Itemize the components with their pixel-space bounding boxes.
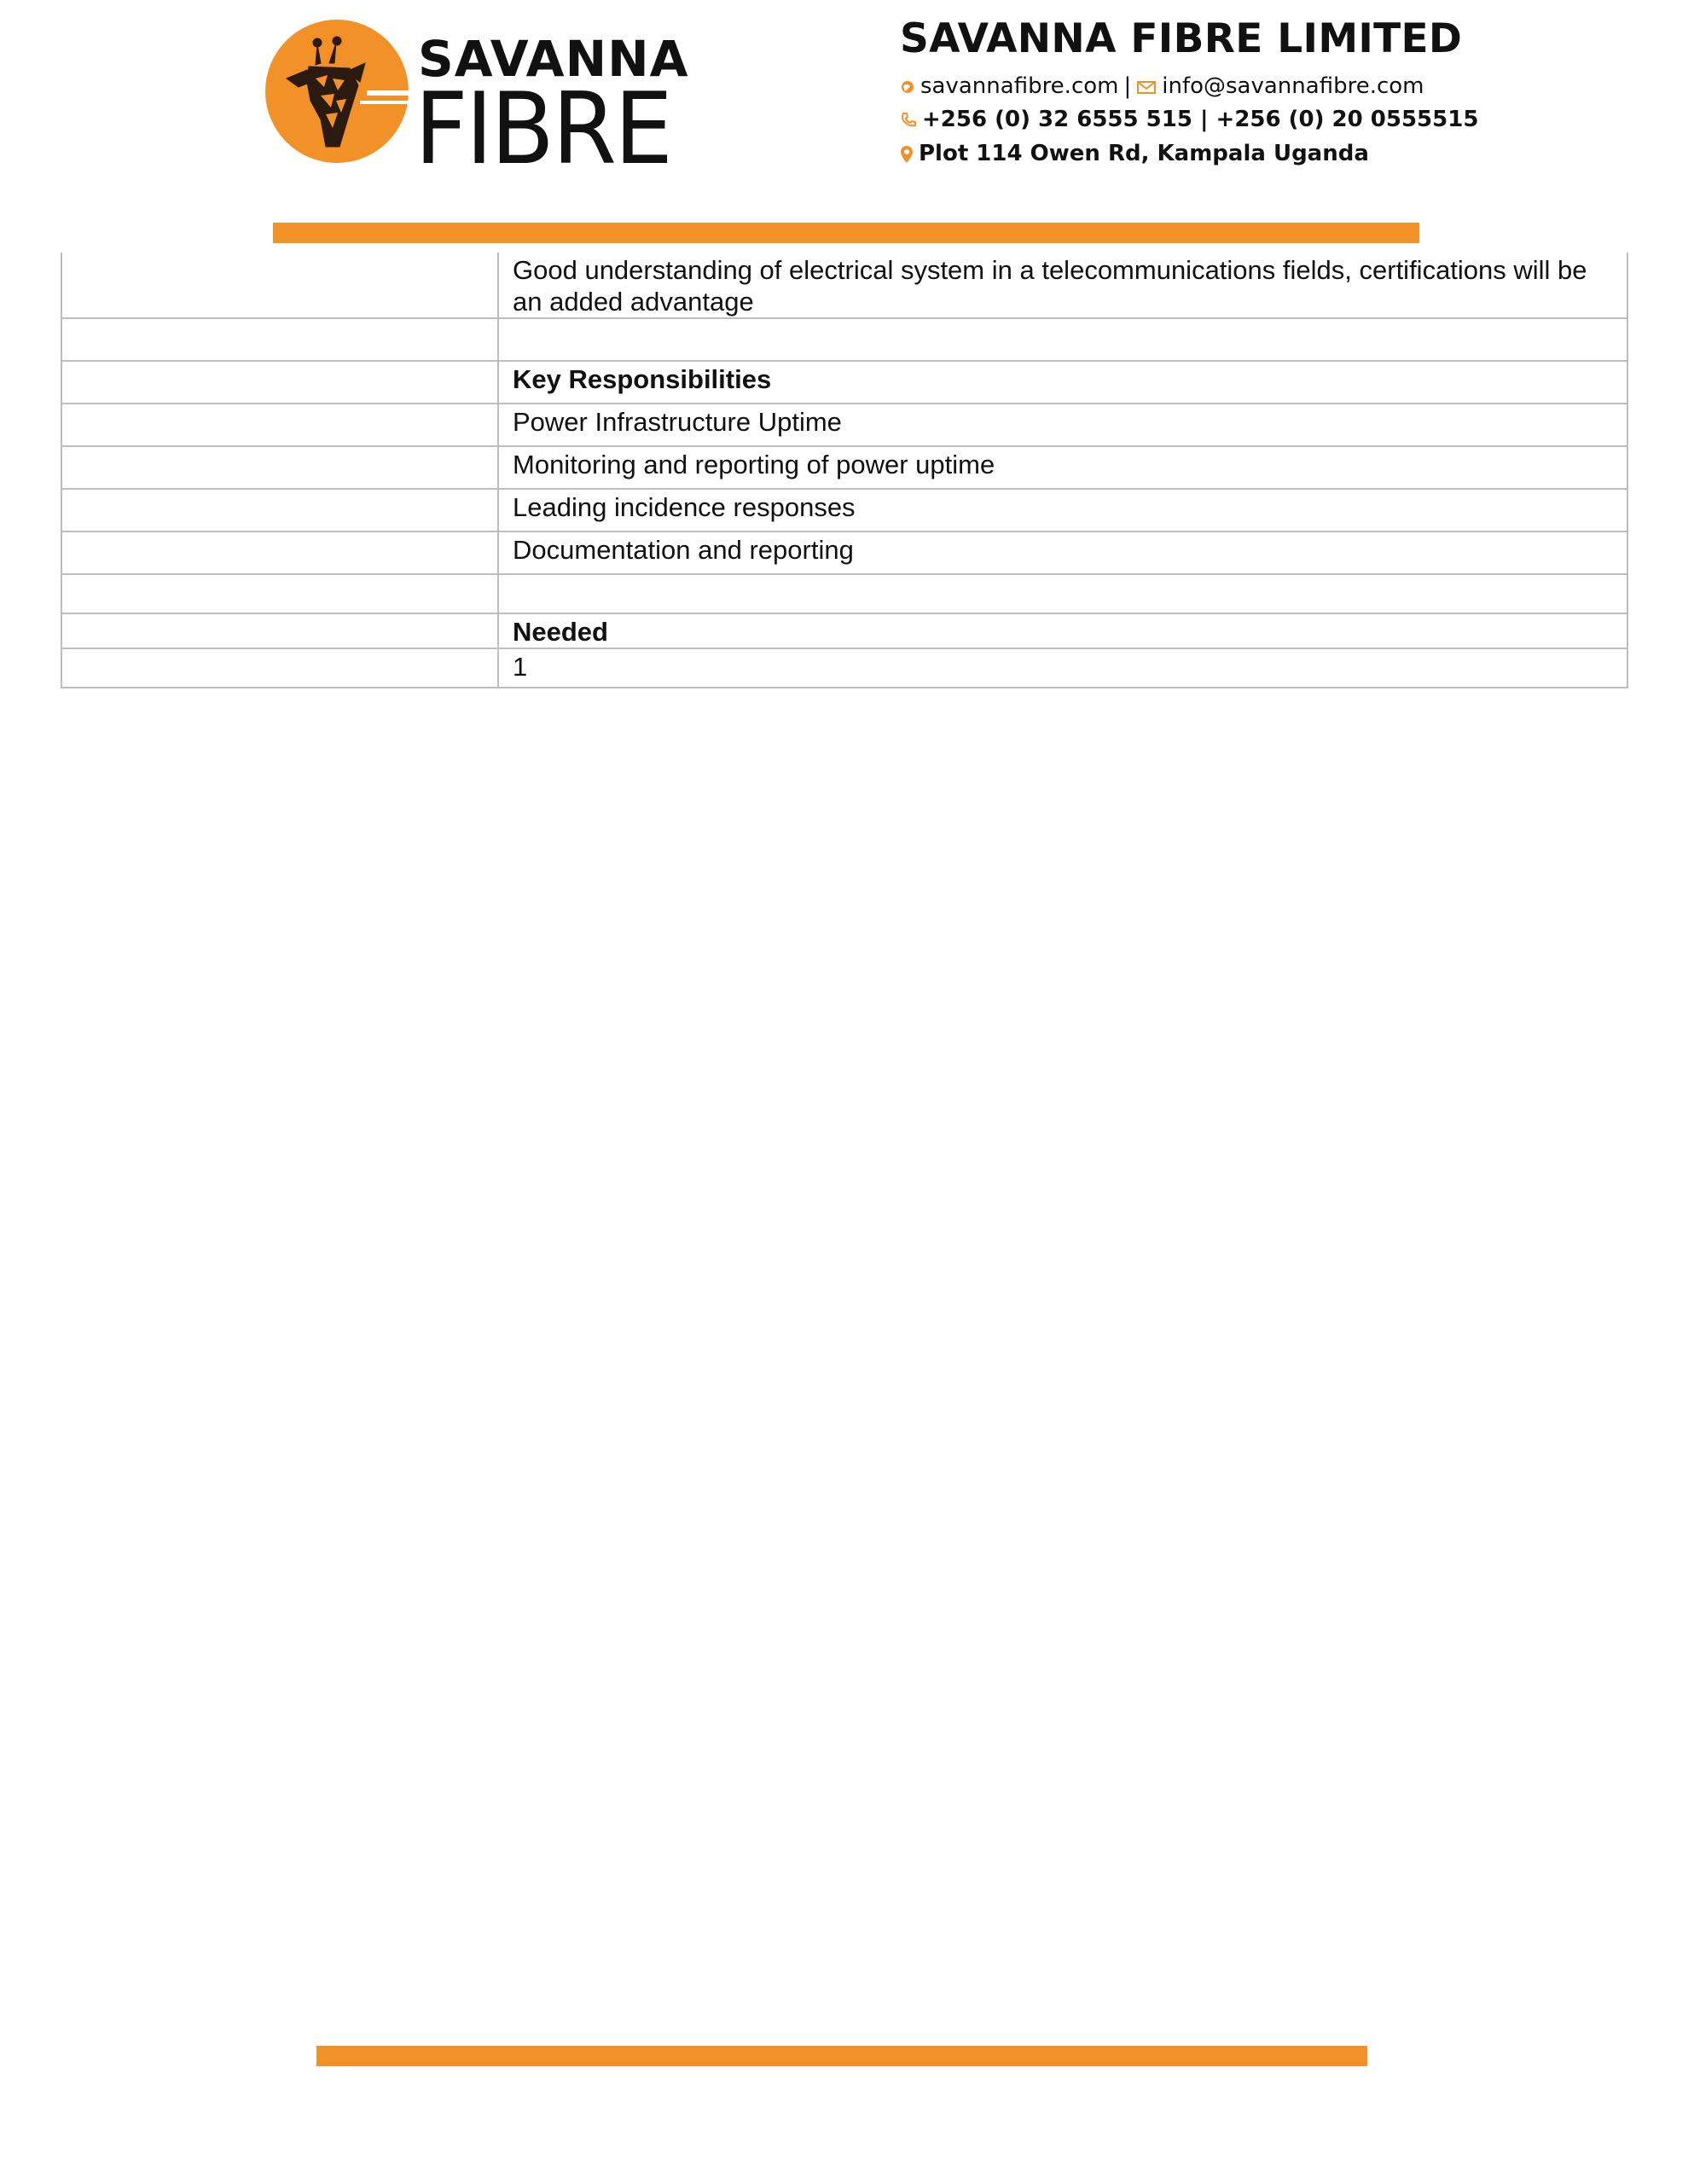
table-cell-empty <box>498 574 1627 613</box>
section-heading-needed: Needed <box>498 613 1627 648</box>
table-row <box>61 404 1627 446</box>
table-cell-left <box>61 404 498 446</box>
table-row <box>61 253 1627 318</box>
table-row <box>61 489 1627 531</box>
company-logo <box>264 19 691 187</box>
contact-address-line <box>900 142 1369 165</box>
table-row <box>61 531 1627 574</box>
header-accent-bar <box>273 223 1419 243</box>
table-cell-left <box>61 489 498 531</box>
contact-separator: | <box>1123 73 1132 99</box>
job-details-table <box>61 253 1628 688</box>
table-cell-left <box>61 318 498 361</box>
responsibility-item: Power Infrastructure Uptime <box>498 404 1627 446</box>
table-cell-left <box>61 446 498 489</box>
email-link[interactable]: info@savannafibre.com <box>1162 73 1424 99</box>
section-heading-key-responsibilities: Key Responsibilities <box>498 361 1627 404</box>
company-contact-block <box>900 15 1479 166</box>
contact-phone-line <box>900 108 1478 131</box>
table-row <box>61 361 1627 404</box>
table-row <box>61 574 1627 613</box>
table-cell-left <box>61 531 498 574</box>
responsibility-item: Monitoring and reporting of power uptime <box>498 446 1627 489</box>
phone-icon <box>900 112 917 129</box>
contact-web-email-line <box>900 75 1424 97</box>
needed-count: 1 <box>498 648 1627 688</box>
mail-icon <box>1136 79 1157 95</box>
giraffe-logo-icon <box>264 19 409 164</box>
address-text: Plot 114 Owen Rd, Kampala Uganda <box>919 141 1369 166</box>
table-row <box>61 648 1627 688</box>
location-pin-icon <box>900 145 914 164</box>
responsibility-item: Leading incidence responses <box>498 489 1627 531</box>
company-name: SAVANNA FIBRE LIMITED <box>900 15 1463 62</box>
table-row <box>61 446 1627 489</box>
table-cell-left <box>61 253 498 318</box>
globe-icon <box>900 79 915 95</box>
table-row <box>61 318 1627 361</box>
requirement-text: Good understanding of electrical system in a telecommunications fields, certifications will be an added advantage <box>498 253 1627 318</box>
responsibility-item: Documentation and reporting <box>498 531 1627 574</box>
brand-name-bottom: FIBRE <box>415 72 671 187</box>
table-cell-left <box>61 613 498 648</box>
table-cell-left <box>61 361 498 404</box>
table-row <box>61 613 1627 648</box>
table-cell-empty <box>498 318 1627 361</box>
website-link[interactable]: savannafibre.com <box>920 73 1119 99</box>
phone-numbers: +256 (0) 32 6555 515 | +256 (0) 20 0555515 <box>922 107 1479 132</box>
footer-accent-bar <box>316 2046 1367 2066</box>
table-cell-left <box>61 648 498 688</box>
brand-name-top: SAVANNA <box>418 30 689 88</box>
table-cell-left <box>61 574 498 613</box>
